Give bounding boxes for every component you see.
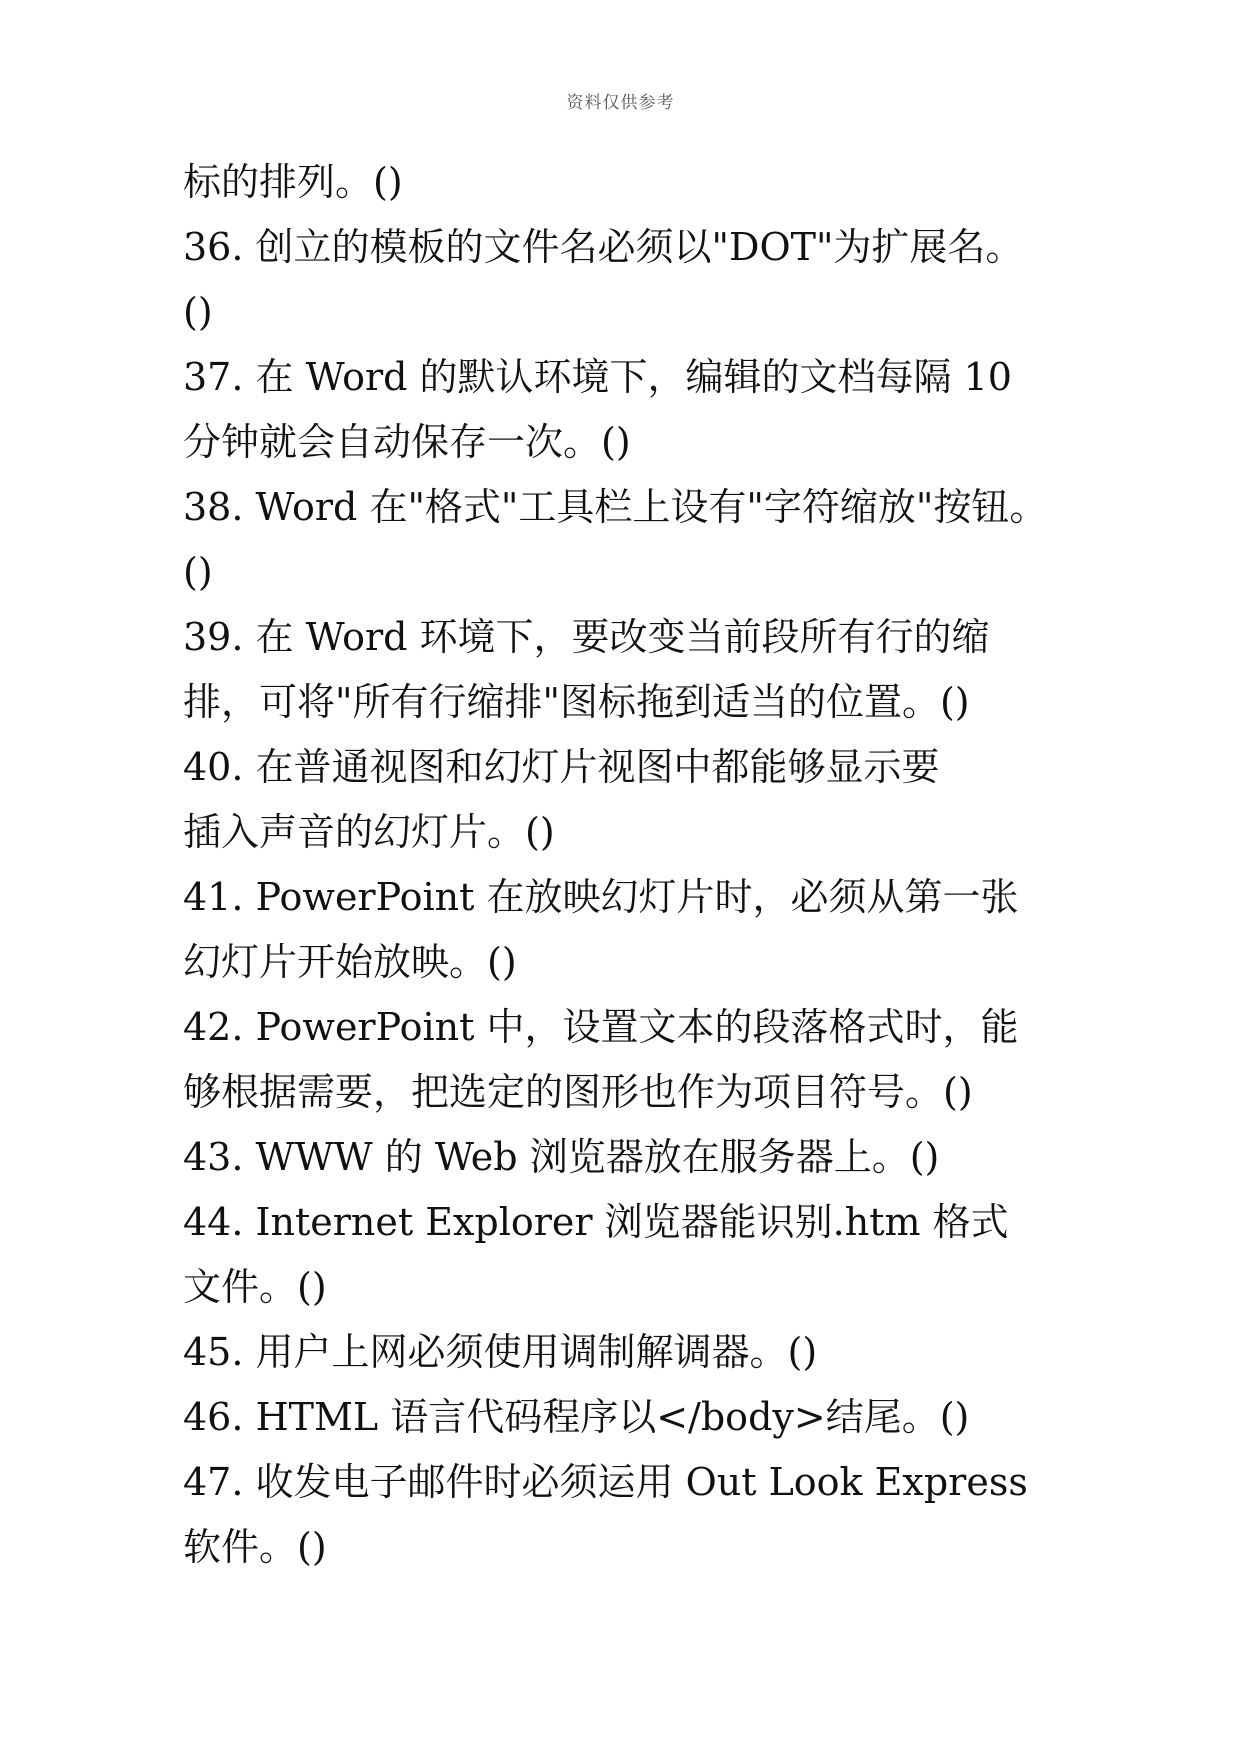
text-line: 43. WWW 的 Web 浏览器放在服务器上。()	[183, 1135, 940, 1179]
text-line: ()	[183, 290, 213, 334]
text-line: 42. PowerPoint 中，设置文本的段落格式时，能	[183, 1005, 1019, 1049]
text-line: 37. 在 Word 的默认环境下，编辑的文档每隔 10	[183, 355, 1012, 399]
text-line: 44. Internet Explorer 浏览器能识别.htm 格式	[183, 1200, 1009, 1244]
text-line: 47. 收发电子邮件时必须运用 Out Look Express	[183, 1460, 1028, 1504]
text-line: 插入声音的幻灯片。()	[183, 810, 555, 854]
text-line: 46. HTML 语言代码程序以</body>结尾。()	[183, 1395, 970, 1439]
text-line: 39. 在 Word 环境下，要改变当前段所有行的缩	[183, 615, 990, 659]
question-list	[183, 150, 1123, 1580]
text-line: 软件。()	[183, 1525, 327, 1569]
text-line: 幻灯片开始放映。()	[183, 940, 517, 984]
text-line: 40. 在普通视图和幻灯片视图中都能够显示要	[183, 745, 940, 789]
text-line: 排，可将"所有行缩排"图标拖到适当的位置。()	[183, 680, 970, 724]
text-line: 36. 创立的模板的文件名必须以"DOT"为扩展名。	[183, 225, 1024, 269]
text-line: ()	[183, 550, 213, 594]
text-line: 文件。()	[183, 1265, 327, 1309]
text-line: 45. 用户上网必须使用调制解调器。()	[183, 1330, 818, 1374]
text-line: 标的排列。()	[183, 160, 403, 204]
text-line: 41. PowerPoint 在放映幻灯片时，必须从第一张	[183, 875, 1019, 919]
page-header: 资料仅供参考	[566, 93, 675, 113]
text-line: 够根据需要，把选定的图形也作为项目符号。()	[183, 1070, 973, 1114]
text-line: 38. Word 在"格式"工具栏上设有"字符缩放"按钮。	[183, 485, 1048, 529]
text-line: 分钟就会自动保存一次。()	[183, 420, 631, 464]
